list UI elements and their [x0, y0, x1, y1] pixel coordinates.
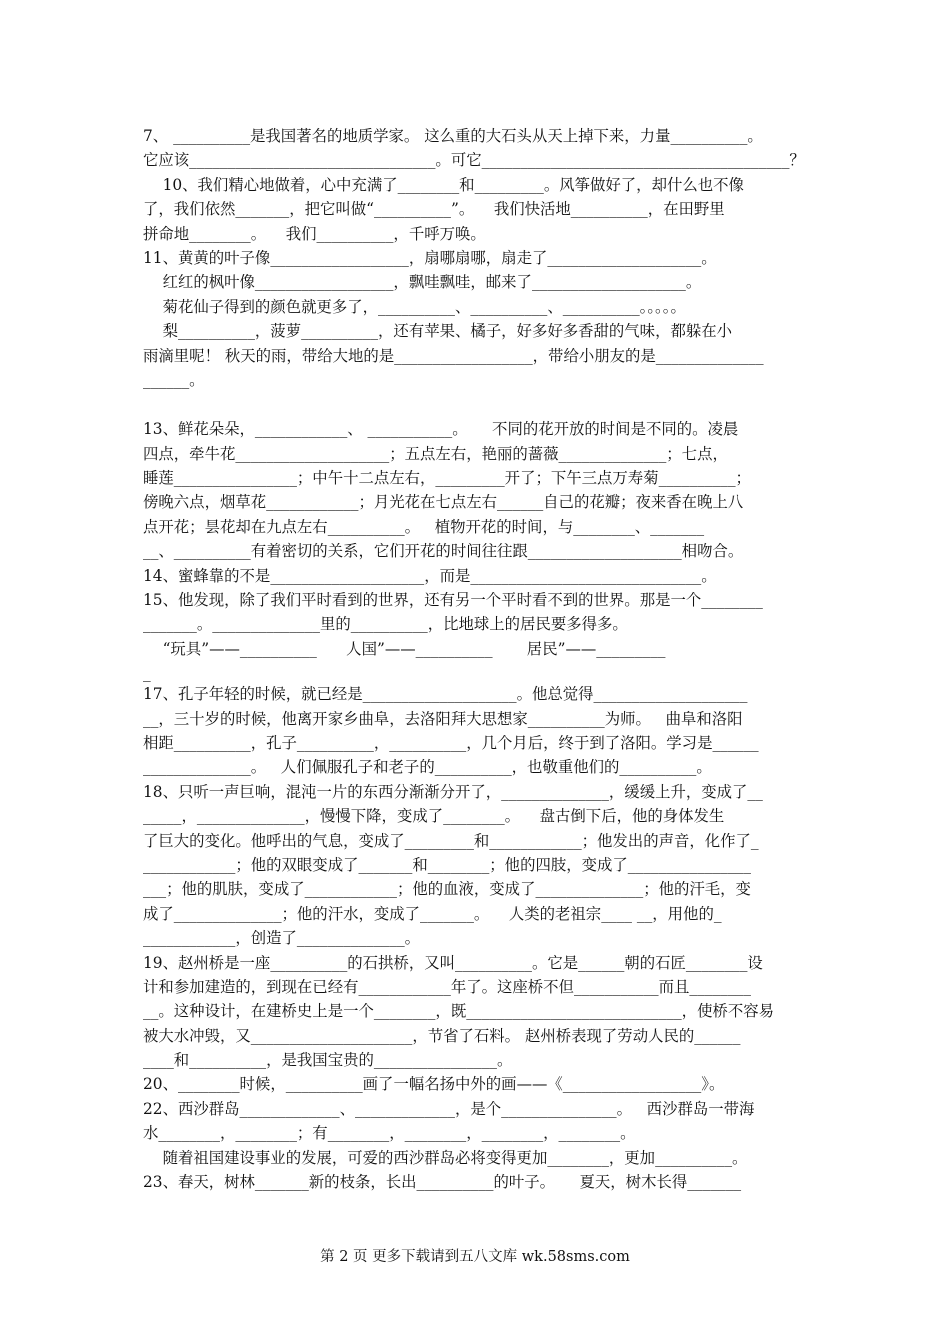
text-line: 17、孔子年轻的时候，就已经是____________________。他总觉得____________________ [143, 685, 748, 704]
text-line: 睡莲________________；中午十二点左右，_________开了；下午三点万寿菊__________； [143, 469, 751, 488]
text-line: 7、 __________是我国著名的地质学家。 这么重的大石头从天上掉下来，力量__________。 [143, 127, 763, 145]
text-line: 了巨大的变化。他呼出的气息，变成了_________和____________；他发出的声音，化作了_ [143, 831, 759, 850]
text-line: 19、赵州桥是一座__________的石拱桥，又叫__________。它是______朝的石匠________设 [143, 953, 763, 972]
text-line: __，三十岁的时候，他离开家乡曲阜，去洛阳拜大思想家__________为师。 曲阜和洛阳 [143, 709, 743, 728]
text-line: “玩具”——__________ 人国”——__________ 居民”——_________ [143, 639, 666, 658]
page-footer: 第 2 页 更多下载请到五八文库 wk.58sms.com [320, 1249, 630, 1265]
text-line: 13、鲜花朵朵，____________、 ___________。 不同的花开放的时间是不同的。凌晨 [143, 420, 739, 439]
text-line: __。这种设计，在建桥史上是一个________，既____________________________，使桥不容易 [143, 1002, 775, 1021]
text-line: _ [143, 664, 151, 683]
text-line: 计和参加建造的，到现在已经有____________年了。这座桥不但___________而且________ [143, 977, 751, 996]
document-body [143, 124, 815, 1194]
text-line: 水________，________；有________，________，________，________。 [143, 1124, 636, 1143]
text-line: 它应该________________________________。可它________________________________________？ [143, 151, 805, 170]
text-line: 红红的枫叶像__________________，飘哇飘哇，邮来了____________________。 [143, 273, 702, 292]
text-line: 成了______________；他的汗水，变成了_______。 人类的老祖宗____ __，用他的_ [143, 904, 722, 923]
text-line: _____，______________，慢慢下降，变成了________。 盘古倒下后，他的身体发生 [143, 807, 725, 826]
blank-line [143, 392, 815, 417]
text-line: 了，我们依然_______，把它叫做“__________”。 我们快活地__________，在田野里 [143, 200, 725, 219]
text-line: 15、他发现，除了我们平时看到的世界，还有另一个平时看不到的世界。那是一个________ [143, 591, 763, 610]
text-line: ______________。 人们佩服孔子和老子的__________，也敬重他们的__________。 [143, 758, 712, 777]
text-line: ____________，创造了______________。 [143, 929, 421, 948]
text-line: ___；他的肌肤，变成了____________；他的血液，变成了______________；他的汗毛，变 [143, 880, 751, 899]
text-line: __、__________有着密切的关系，它们开花的时间往往跟____________________相吻合。 [143, 542, 744, 561]
text-line: 菊花仙子得到的颜色就更多了，__________、__________、__________。。。。。 [143, 297, 686, 316]
text-line: 被大水冲毁，又_____________________，节省了石料。 赵州桥表现了劳动人民的______ [143, 1026, 741, 1045]
text-line: _______。______________里的__________，比地球上的居民要多得多。 [143, 615, 628, 634]
text-line: 随着祖国建设事业的发展，可爱的西沙群岛必将变得更加________，更加__________。 [143, 1148, 748, 1167]
text-line: 拼命地________。 我们__________，千呼万唤。 [143, 224, 486, 243]
text-line: ______。 [143, 370, 205, 389]
text-line: 相距__________，孔子__________，__________，几个月后，终于到了洛阳。学习是______ [143, 733, 759, 752]
text-line: 10、我们精心地做着，心中充满了________和_________。风筝做好了，却什么也不像 [143, 175, 744, 194]
text-line: 18、只听一声巨响，混沌一片的东西分渐渐分开了，______________，缓缓上升，变成了__ [143, 782, 763, 801]
text-line: 14、蜜蜂靠的不是____________________，而是______________________________。 [143, 566, 717, 585]
text-line: 22、西沙群岛_____________、_____________，是个_______________。 西沙群岛一带海 [143, 1099, 755, 1118]
text-line: 雨滴里呢！ 秋天的雨，带给大地的是__________________，带给小朋友的是______________ [143, 346, 764, 365]
text-line: ____和__________，是我国宝贵的________________。 [143, 1051, 513, 1070]
text-line: 20、________时候，__________画了一幅名扬中外的画——《__________________》。 [143, 1075, 725, 1094]
text-line: 23、春天，树林_______新的枝条，长出__________的叶子。 夏天，树木长得_______ [143, 1173, 742, 1192]
text-line: 四点，牵牛花____________________；五点左右，艳丽的蔷薇______________；七点， [143, 444, 728, 463]
text-line: 傍晚六点，烟草花____________；月光花在七点左右______自己的花瓣；夜来香在晚上八 [143, 493, 744, 512]
text-line: 点开花；昙花却在九点左右__________。 植物开花的时间，与________、_______ [143, 517, 705, 536]
text-line: 梨__________，菠萝__________，还有苹果、橘子，好多好多香甜的气味，都躲在小 [143, 322, 733, 341]
text-line: 11、黄黄的叶子像__________________，扇哪扇哪，扇走了____________________。 [143, 248, 717, 267]
text-line: ____________；他的双眼变成了_______和________；他的四肢，变成了________________ [143, 855, 751, 874]
